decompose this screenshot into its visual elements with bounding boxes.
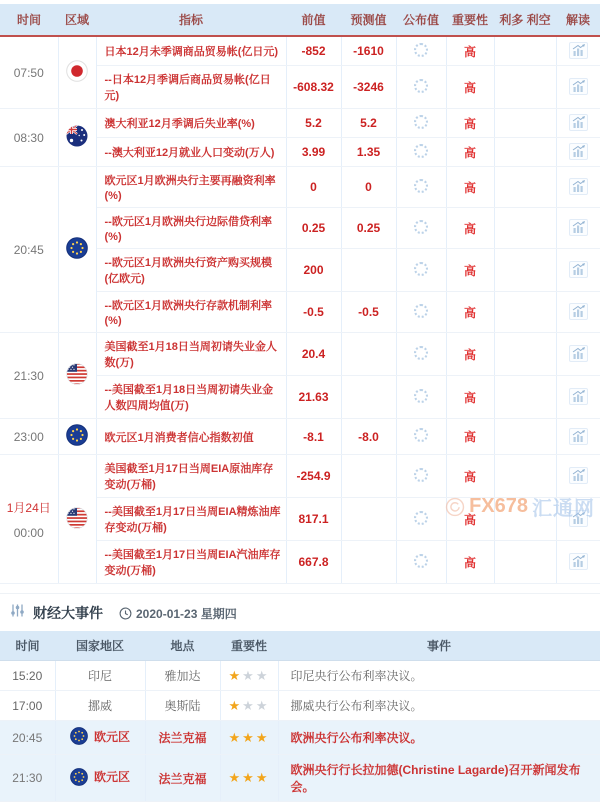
chart-detail-icon[interactable] <box>569 178 588 195</box>
star-filled-icon: ★★★ <box>228 770 270 785</box>
event-country: 挪威 <box>55 691 145 721</box>
event-country: 欧元区 <box>55 755 145 802</box>
importance-value: 高 <box>446 66 494 109</box>
loading-spinner-icon <box>414 43 428 57</box>
chart-detail-icon[interactable] <box>569 261 588 278</box>
chart-detail-icon[interactable] <box>569 428 588 445</box>
region-cell <box>58 419 96 455</box>
forecast-value: -3246 <box>341 66 396 109</box>
prev-value: -254.9 <box>286 455 341 498</box>
economic-calendar-table <box>0 4 600 584</box>
time-cell: 1月24日 00:00 <box>0 455 58 584</box>
col-event-importance: 重要性 <box>220 631 278 661</box>
importance-value: 高 <box>446 376 494 419</box>
event-description: 挪威央行公布利率决议。 <box>278 691 600 721</box>
chart-detail-icon[interactable] <box>569 553 588 570</box>
events-table <box>0 631 600 802</box>
events-date-text: 2020-01-23 星期四 <box>136 606 237 621</box>
eu-flag-icon <box>70 768 88 786</box>
eu-flag-icon <box>70 727 88 745</box>
loading-spinner-icon <box>414 428 428 442</box>
event-row <box>0 755 600 802</box>
col-interpret: 解读 <box>556 4 600 36</box>
event-description: 欧洲央行公布利率决议。 <box>278 721 600 755</box>
published-cell <box>396 455 446 498</box>
loading-spinner-icon <box>414 304 428 318</box>
section-title: 财经大事件 <box>33 605 103 621</box>
bull-bear-cell <box>494 249 556 292</box>
bull-bear-cell <box>494 455 556 498</box>
forecast-value <box>341 249 396 292</box>
published-cell <box>396 208 446 249</box>
bull-bear-cell <box>494 376 556 419</box>
event-importance <box>220 755 278 802</box>
published-cell <box>396 249 446 292</box>
indicator-link[interactable]: --欧元区1月欧洲央行资产购买规模(亿欧元) <box>104 257 272 285</box>
event-time: 17:00 <box>0 691 55 721</box>
published-cell <box>396 541 446 584</box>
date-label: 1月24日 <box>6 500 51 515</box>
col-region: 区域 <box>58 4 96 36</box>
bull-bear-cell <box>494 292 556 333</box>
watermark-text-en: FX678 <box>469 495 528 517</box>
published-cell <box>396 376 446 419</box>
loading-spinner-icon <box>414 262 428 276</box>
us-flag-icon <box>66 363 88 385</box>
table-row <box>0 455 600 498</box>
col-forecast: 预测值 <box>341 4 396 36</box>
time-cell: 07:50 <box>0 36 58 109</box>
event-importance <box>220 661 278 691</box>
forecast-value: 1.35 <box>341 138 396 167</box>
col-importance: 重要性 <box>446 4 494 36</box>
prev-value: -8.1 <box>286 419 341 455</box>
prev-value: 667.8 <box>286 541 341 584</box>
event-importance <box>220 691 278 721</box>
time-cell: 20:45 <box>0 167 58 333</box>
loading-spinner-icon <box>414 511 428 525</box>
loading-spinner-icon <box>414 346 428 360</box>
col-time: 时间 <box>0 4 58 36</box>
bull-bear-cell <box>494 66 556 109</box>
published-cell <box>396 333 446 376</box>
time-cell: 23:00 <box>0 419 58 455</box>
star-filled-icon: ★ <box>228 667 243 683</box>
col-event-time: 时间 <box>0 631 55 661</box>
col-location: 地点 <box>145 631 220 661</box>
prev-value: -0.5 <box>286 292 341 333</box>
chart-detail-icon[interactable] <box>569 219 588 236</box>
us-flag-icon <box>66 507 88 529</box>
forecast-value: -1610 <box>341 36 396 66</box>
eu-flag-icon <box>66 424 88 446</box>
region-cell <box>58 167 96 333</box>
forecast-value <box>341 455 396 498</box>
clock-icon <box>119 607 132 620</box>
importance-value: 高 <box>446 333 494 376</box>
eu-flag-icon <box>66 237 88 259</box>
indicator-link[interactable]: 美国截至1月18日当周初请失业金人数(万) <box>104 341 277 369</box>
importance-value: 高 <box>446 292 494 333</box>
prev-value: 20.4 <box>286 333 341 376</box>
chart-detail-icon[interactable] <box>569 388 588 405</box>
table-row <box>0 36 600 66</box>
indicator-link[interactable]: 澳大利亚12月季调后失业率(%) <box>104 118 255 130</box>
bull-bear-cell <box>494 109 556 138</box>
indicator-link[interactable]: --欧元区1月欧洲央行边际借贷利率(%) <box>104 216 272 243</box>
importance-value: 高 <box>446 419 494 455</box>
col-previous: 前值 <box>286 4 341 36</box>
published-cell <box>396 109 446 138</box>
star-filled-icon: ★ <box>228 697 243 713</box>
event-row <box>0 721 600 755</box>
bull-bear-cell <box>494 167 556 208</box>
forecast-value: 5.2 <box>341 109 396 138</box>
forecast-value: 0 <box>341 167 396 208</box>
star-empty-icon: ★★ <box>242 697 270 713</box>
prev-value: 21.63 <box>286 376 341 419</box>
col-indicator: 指标 <box>96 4 286 36</box>
chart-detail-icon[interactable] <box>569 510 588 527</box>
events-date <box>119 605 237 622</box>
importance-value: 高 <box>446 167 494 208</box>
indicator-link[interactable]: --美国截至1月17日当周EIA精炼油库存变动(万桶) <box>104 506 281 534</box>
prev-value: 5.2 <box>286 109 341 138</box>
table-row <box>0 109 600 138</box>
loading-spinner-icon <box>414 468 428 482</box>
time-cell: 21:30 <box>0 333 58 419</box>
australia-flag-icon <box>66 125 88 147</box>
event-time: 15:20 <box>0 661 55 691</box>
events-section-header <box>0 601 600 631</box>
forecast-value: -0.5 <box>341 292 396 333</box>
loading-spinner-icon <box>414 220 428 234</box>
japan-flag-icon <box>66 60 88 82</box>
prev-value: 200 <box>286 249 341 292</box>
importance-value: 高 <box>446 138 494 167</box>
published-cell <box>396 66 446 109</box>
event-location: 法兰克福 <box>145 755 220 802</box>
prev-value: 3.99 <box>286 138 341 167</box>
event-country: 印尼 <box>55 661 145 691</box>
indicator-link[interactable]: --美国截至1月18日当周初请失业金人数四周均值(万) <box>104 384 274 412</box>
indicator-link[interactable]: --澳大利亚12月就业人口变动(万人) <box>104 147 275 159</box>
chart-detail-icon[interactable] <box>569 114 588 131</box>
importance-value: 高 <box>446 541 494 584</box>
bull-bear-cell <box>494 333 556 376</box>
published-cell <box>396 419 446 455</box>
region-cell <box>58 333 96 419</box>
published-cell <box>396 167 446 208</box>
indicator-link[interactable]: --欧元区1月欧洲央行存款机制利率(%) <box>104 300 272 327</box>
event-location: 奥斯陆 <box>145 691 220 721</box>
loading-spinner-icon <box>414 144 428 158</box>
published-cell <box>396 498 446 541</box>
event-description: 印尼央行公布利率决议。 <box>278 661 600 691</box>
loading-spinner-icon <box>414 389 428 403</box>
col-bull-bear: 利多 利空 <box>494 4 556 36</box>
chart-detail-icon[interactable] <box>569 467 588 484</box>
event-location: 法兰克福 <box>145 721 220 755</box>
prev-value: 0 <box>286 167 341 208</box>
bull-bear-cell <box>494 138 556 167</box>
region-cell <box>58 455 96 584</box>
chart-detail-icon[interactable] <box>569 42 588 59</box>
star-empty-icon: ★★ <box>242 667 270 683</box>
financial-events-section <box>0 593 600 802</box>
col-published: 公布值 <box>396 4 446 36</box>
bull-bear-cell <box>494 208 556 249</box>
sliders-icon <box>10 603 25 623</box>
event-location: 雅加达 <box>145 661 220 691</box>
prev-value: -608.32 <box>286 66 341 109</box>
table-row <box>0 167 600 208</box>
published-cell <box>396 36 446 66</box>
events-header-row <box>0 631 600 661</box>
indicator-link[interactable]: 日本12月未季调商品贸易帐(亿日元) <box>104 46 279 58</box>
table-row <box>0 333 600 376</box>
watermark-text-cn: 汇通网 <box>532 498 595 520</box>
importance-value: 高 <box>446 109 494 138</box>
forecast-value <box>341 541 396 584</box>
loading-spinner-icon <box>414 554 428 568</box>
importance-value: 高 <box>446 36 494 66</box>
prev-value: -852 <box>286 36 341 66</box>
region-cell <box>58 109 96 167</box>
region-cell <box>58 36 96 109</box>
chart-detail-icon[interactable] <box>569 143 588 160</box>
chart-detail-icon[interactable] <box>569 78 588 95</box>
col-country: 国家地区 <box>55 631 145 661</box>
calendar-header-row <box>0 4 600 36</box>
importance-value: 高 <box>446 498 494 541</box>
col-event: 事件 <box>278 631 600 661</box>
forecast-value: -8.0 <box>341 419 396 455</box>
event-time: 21:30 <box>0 755 55 802</box>
published-cell <box>396 292 446 333</box>
importance-value: 高 <box>446 455 494 498</box>
chart-detail-icon[interactable] <box>569 303 588 320</box>
table-row <box>0 419 600 455</box>
indicator-link[interactable]: 欧元区1月消费者信心指数初值 <box>104 431 254 444</box>
bull-bear-cell <box>494 498 556 541</box>
time-cell: 08:30 <box>0 109 58 167</box>
indicator-link[interactable]: --日本12月季调后商品贸易帐(亿日元) <box>104 74 271 102</box>
indicator-link[interactable]: 美国截至1月17日当周EIA原油库存变动(万桶) <box>104 463 274 491</box>
indicator-link[interactable]: 欧元区1月欧洲央行主要再融资利率(%) <box>104 175 276 202</box>
forecast-value: 0.25 <box>341 208 396 249</box>
indicator-link[interactable]: --美国截至1月17日当周EIA汽油库存变动(万桶) <box>104 549 281 577</box>
event-importance <box>220 721 278 755</box>
event-time: 20:45 <box>0 721 55 755</box>
published-cell <box>396 138 446 167</box>
prev-value: 0.25 <box>286 208 341 249</box>
forecast-value <box>341 333 396 376</box>
bull-bear-cell <box>494 541 556 584</box>
loading-spinner-icon <box>414 79 428 93</box>
bull-bear-cell <box>494 419 556 455</box>
event-country: 欧元区 <box>55 721 145 755</box>
star-filled-icon: ★★★ <box>228 729 270 745</box>
event-row <box>0 691 600 721</box>
forecast-value <box>341 376 396 419</box>
loading-spinner-icon <box>414 179 428 193</box>
event-description: 欧洲央行行长拉加德(Christine Lagarde)召开新闻发布会。 <box>278 755 600 802</box>
bull-bear-cell <box>494 36 556 66</box>
loading-spinner-icon <box>414 115 428 129</box>
forecast-value <box>341 498 396 541</box>
chart-detail-icon[interactable] <box>569 345 588 362</box>
importance-value: 高 <box>446 249 494 292</box>
event-row <box>0 661 600 691</box>
prev-value: 817.1 <box>286 498 341 541</box>
importance-value: 高 <box>446 208 494 249</box>
